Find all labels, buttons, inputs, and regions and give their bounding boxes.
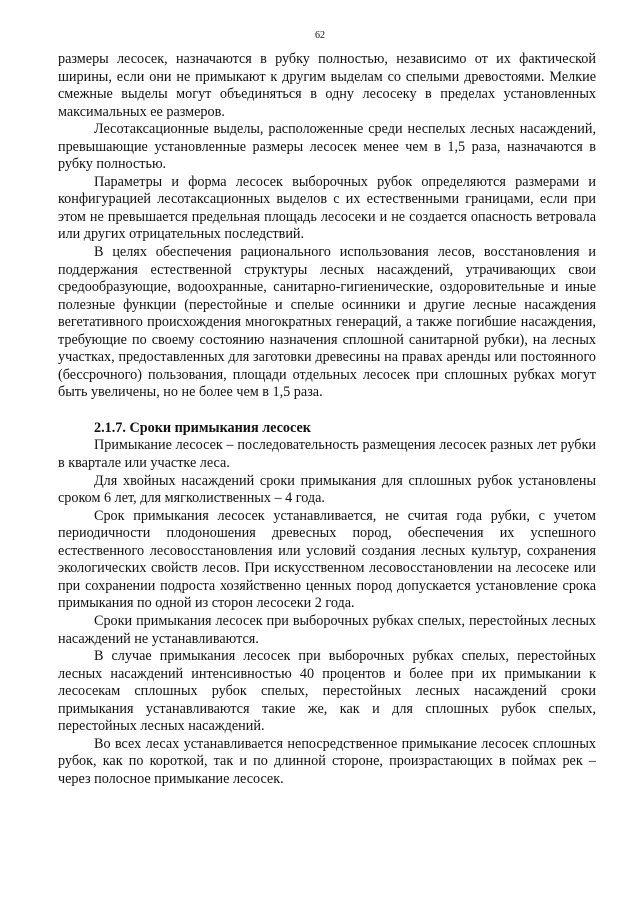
paragraph-selective-cutting-parameters: Параметры и форма лесосек выборочных рубок определяются размерами и конфигурацией лесотаксационных выделов с их естественными границами, если при этом не превышается предельная площадь лесосеки и не создается опасность ветровала или других отрицательных последствий. bbox=[58, 173, 596, 243]
section-heading-adjacency-terms: 2.1.7. Сроки примыкания лесосек bbox=[94, 419, 311, 436]
paragraph-taxation-units: Лесотаксационные выделы, расположенные среди неспелых лесных насаждений, превышающие установленные размеры лесосек менее чем в 1,5 раза, назначаются в рубку полностью. bbox=[58, 121, 596, 173]
paragraph-direct-adjacency: Во всех лесах устанавливается непосредственное примыкание лесосек сплошных рубок, как по короткой, так и по длинной стороне, произрастающих в поймах рек – через полосное примыкание лесосек. bbox=[58, 735, 596, 787]
paragraph-cutting-area-sizes: размеры лесосек, назначаются в рубку полностью, независимо от их фактической ширины, если они не примыкают к другим выделам со спелыми древостоями. Мелкие смежные выделы могут объединяться в одну лесосеку в пределах установленных максимальных ее размеров. bbox=[58, 51, 596, 120]
paragraph-rational-use: В целях обеспечения рационального использования лесов, восстановления и поддержания естественной структуры лесных насаждений, утрачивающих свои средообразующие, водоохранные, санитарно-гигиенические, оздоровительные и иные полезные функции (перестойные и спелые осинники и другие лесные насаждения вегетативного происхождения многократных генераций, а также погибшие насаждения, требующие по своему состоянию назначения сплошной санитарной рубки), на лесных участках, предоставленных для заготовки древесины на правах аренды или постоянного (бессрочного) пользования, площади отдельных лесосек при сплошных рубках могут быть увеличены, но не более чем в 1,5 раза. bbox=[58, 244, 596, 401]
paragraph-adjacency-definition: Примыкание лесосек – последовательность размещения лесосек разных лет рубки в квартале или участке леса. bbox=[58, 437, 596, 472]
page-number: 62 bbox=[315, 30, 325, 41]
paragraph-selective-no-terms: Сроки примыкания лесосек при выборочных рубках спелых, перестойных лесных насаждений не устанавливаются. bbox=[58, 612, 596, 647]
paragraph-coniferous-terms: Для хвойных насаждений сроки примыкания для сплошных рубок установлены сроком 6 лет, для мягколиственных – 4 года. bbox=[58, 472, 596, 507]
document-body bbox=[58, 51, 596, 788]
paragraph-selective-40-percent: В случае примыкания лесосек при выборочных рубках спелых, перестойных лесных насаждений интенсивностью 40 процентов и более при их примыкании к лесосекам сплошных рубок спелых, перестойных лесных насаждений сроки примыкания устанавливаются такие же, как и для сплошных рубок спелых, перестойных лесных насаждений. bbox=[58, 648, 596, 735]
paragraph-term-establishment: Срок примыкания лесосек устанавливается, не считая года рубки, с учетом периодичности плодоношения древесных пород, обеспечения их успешного естественного лесовосстановления или условий создания лесных культур, сохранения экологических свойств лесов. При искусственном лесовосстановлении на лесосеке или при сохранении подроста хозяйственно ценных пород допускается установление срока примыкания по одной из сторон лесосеки 2 года. bbox=[58, 507, 596, 612]
